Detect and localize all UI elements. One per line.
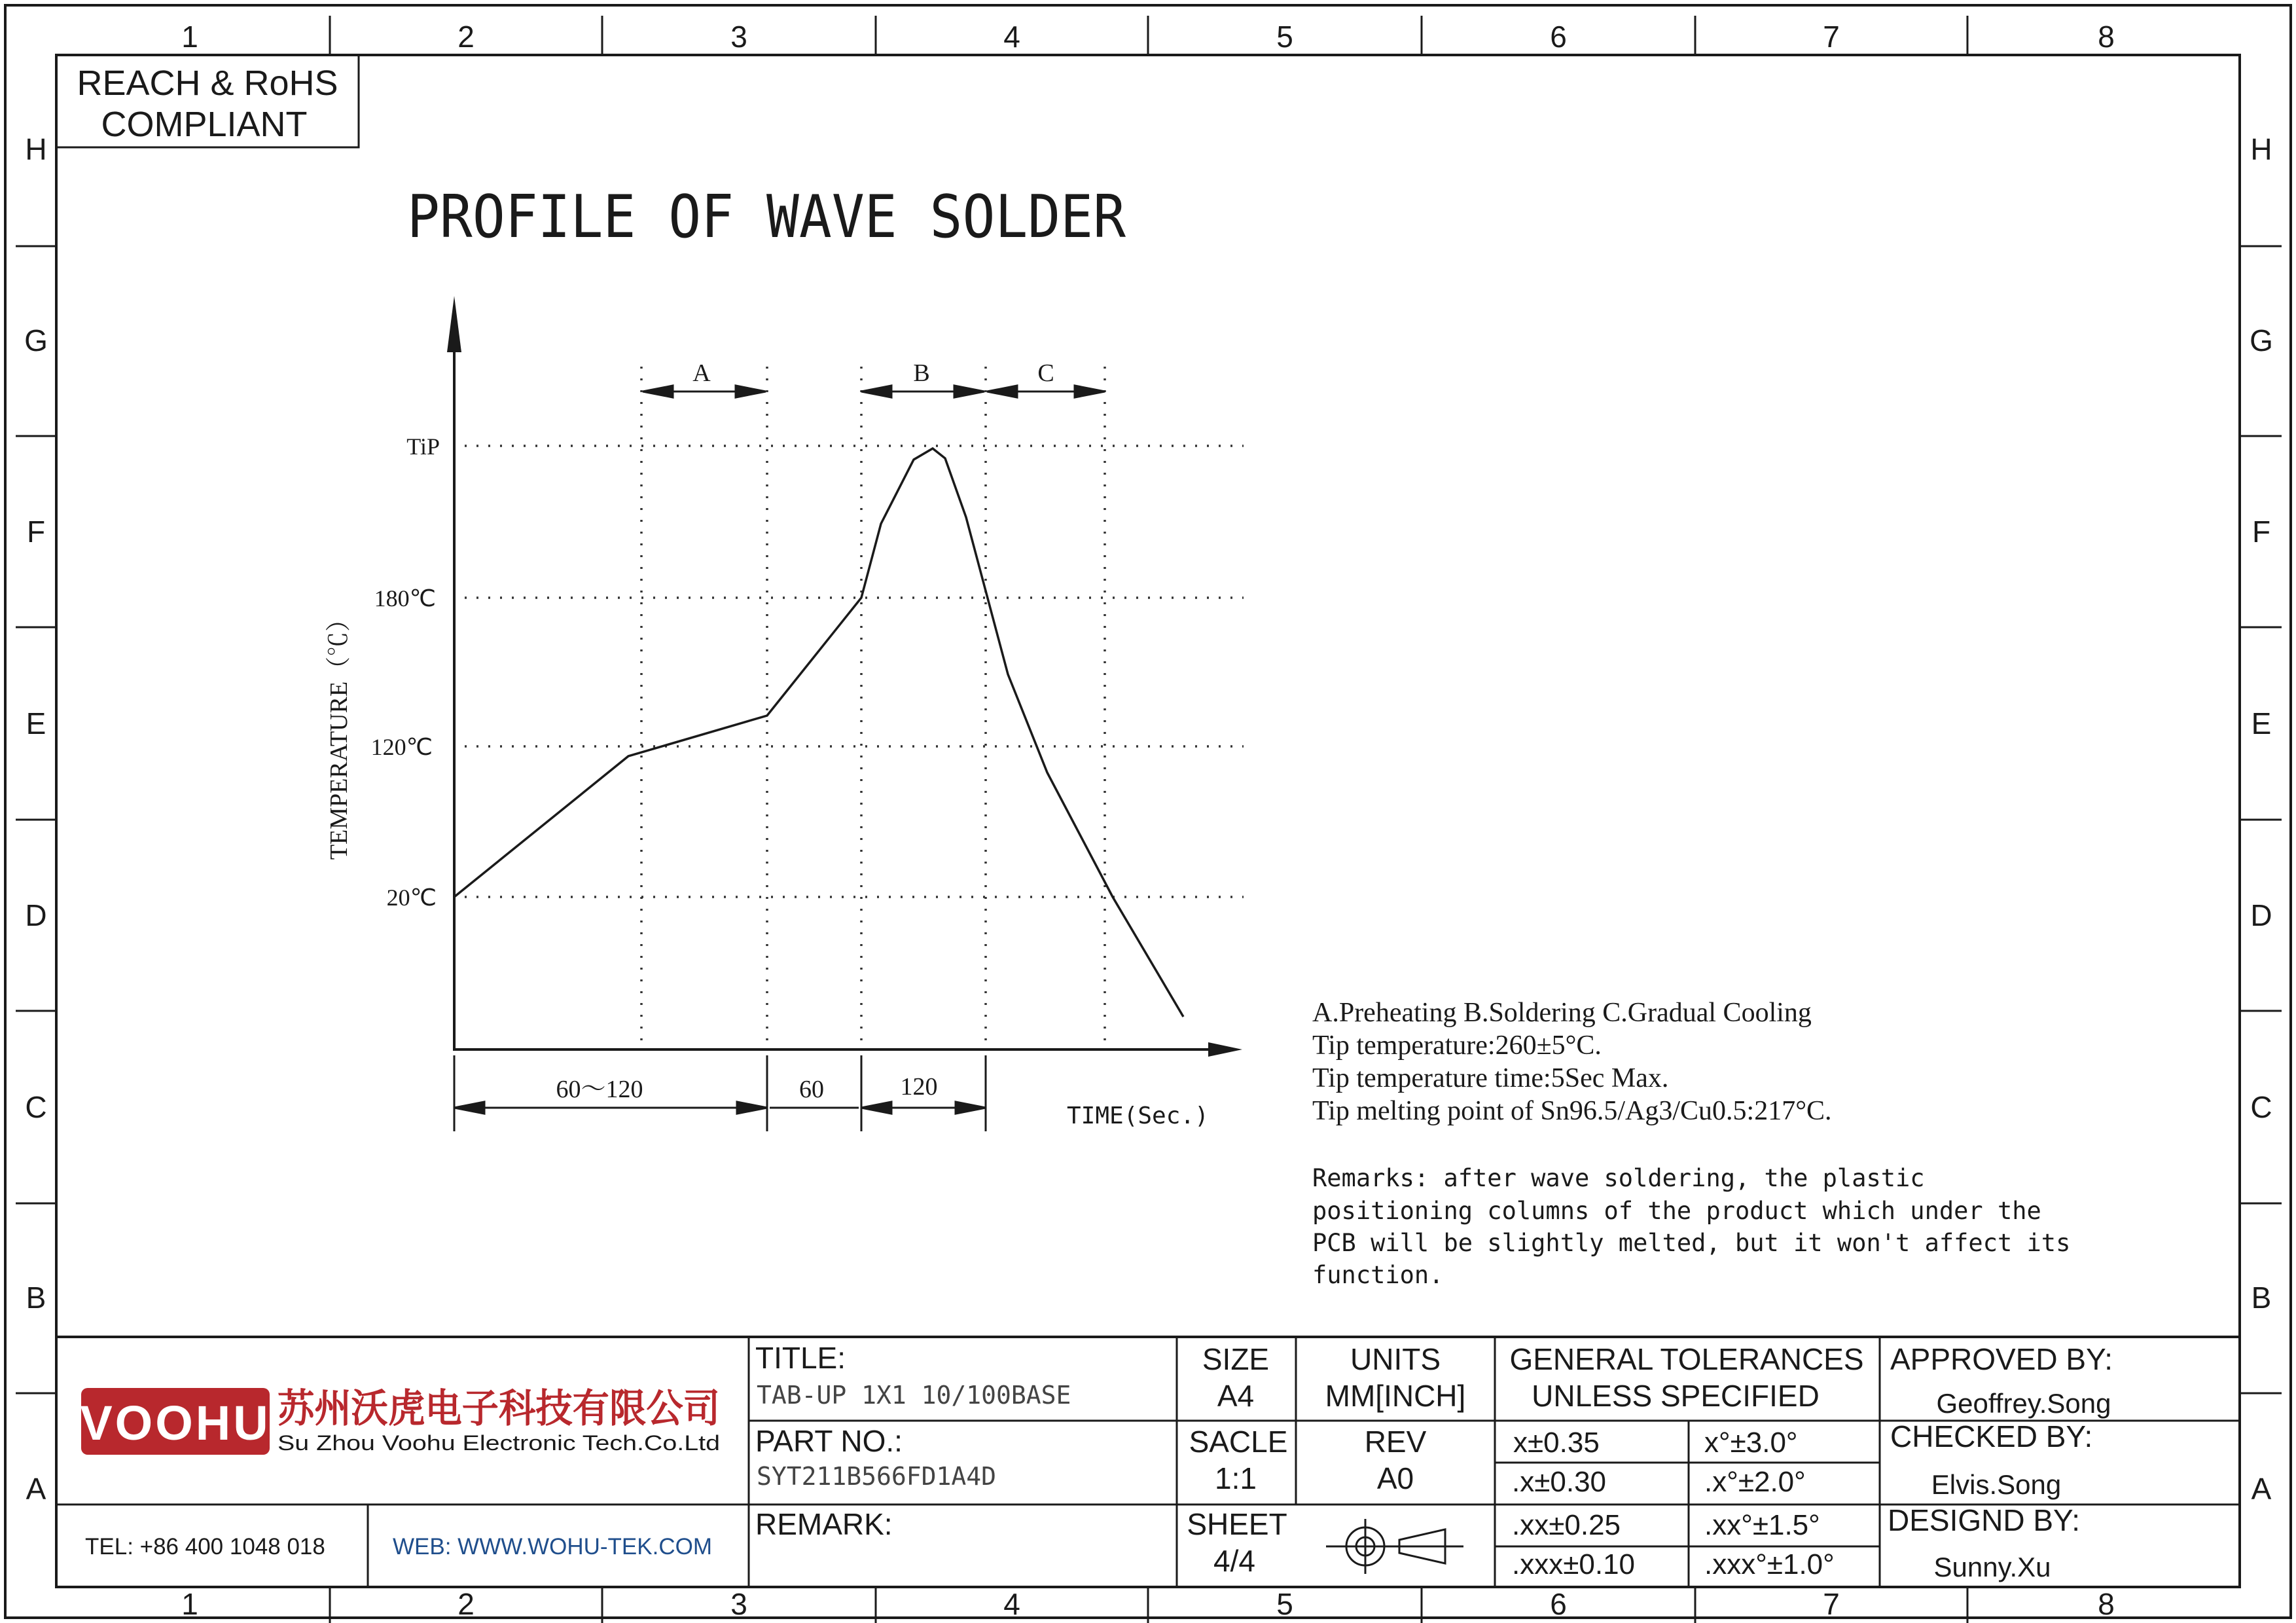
col-label-3: 3 — [730, 20, 747, 54]
part-label: PART NO.: — [755, 1424, 903, 1458]
title-block — [56, 1337, 2240, 1587]
y-tick-20: 20℃ — [386, 884, 437, 911]
row-label-c-right: C — [2250, 1090, 2272, 1124]
tolerance-linear-2: .xx±0.25 — [1512, 1509, 1621, 1541]
col-label-7: 7 — [1823, 20, 1840, 54]
tel-text: TEL: +86 400 1048 018 — [85, 1534, 325, 1559]
remark-line-4: function. — [1312, 1261, 1444, 1289]
col-label-2: 2 — [457, 20, 475, 54]
zone-c-arrow-left — [987, 386, 1017, 397]
tolerance-angular-1: .x°±2.0° — [1704, 1466, 1806, 1498]
row-label-e: E — [26, 706, 46, 740]
col-label-8-bottom: 8 — [2098, 1587, 2115, 1621]
company-name-cn: 苏州沃虎电子科技有限公司 — [278, 1387, 720, 1431]
row-label-f-right: F — [2251, 515, 2271, 549]
y-tick-tip: TiP — [406, 433, 440, 460]
time-span-3-arrow-right — [956, 1102, 986, 1114]
tolerance-linear-1: .x±0.30 — [1512, 1466, 1607, 1498]
y-axis-label: TEMPERATURE（℃） — [325, 606, 353, 860]
tolerance-linear-3: .xxx±0.10 — [1512, 1548, 1636, 1580]
units-label: UNITS — [1350, 1342, 1441, 1376]
approved-value: Geoffrey.Song — [1936, 1388, 2111, 1419]
tolerance-linear-0: x±0.35 — [1513, 1427, 1600, 1459]
zone-a-arrow-right — [736, 386, 766, 397]
col-label-6-bottom: 6 — [1550, 1587, 1567, 1621]
row-label-a-right: A — [2251, 1472, 2272, 1506]
col-label-7-bottom: 7 — [1823, 1587, 1840, 1621]
row-label-b-right: B — [2251, 1281, 2272, 1315]
time-span-3-label: 120 — [900, 1073, 938, 1101]
zone-a-arrow-left — [643, 386, 673, 397]
time-span-2-label: 60 — [799, 1076, 824, 1103]
temperature-curve — [454, 448, 1183, 1017]
designed-label: DESIGND BY: — [1888, 1503, 2080, 1537]
remark-line-1: Remarks: after wave soldering, the plastic — [1312, 1164, 1925, 1192]
col-label-4: 4 — [1003, 20, 1020, 54]
row-label-e-right: E — [2251, 706, 2272, 740]
y-tick-180: 180℃ — [374, 585, 436, 611]
col-label-5-bottom: 5 — [1276, 1587, 1293, 1621]
tolerance-header-2: UNLESS SPECIFIED — [1532, 1379, 1820, 1413]
compliance-line-2: COMPLIANT — [101, 105, 308, 144]
solder-profile-chart — [325, 296, 1244, 1131]
row-label-f: F — [26, 515, 46, 549]
rev-value: A0 — [1376, 1461, 1414, 1495]
time-span-1-arrow-left — [454, 1102, 484, 1114]
units-value: MM[INCH] — [1325, 1379, 1466, 1413]
time-span-1-label: 60～120 — [556, 1076, 643, 1103]
row-label-d-right: D — [2250, 898, 2272, 932]
part-value: SYT211B566FD1A4D — [757, 1462, 997, 1491]
logo-text: VOOHU — [80, 1396, 271, 1450]
row-label-g-right: G — [2250, 323, 2273, 357]
remark-label: REMARK: — [755, 1507, 893, 1541]
size-value: A4 — [1217, 1379, 1255, 1413]
zone-b-arrow-left — [861, 386, 891, 397]
x-axis-arrow — [1208, 1042, 1242, 1057]
zone-ticks — [16, 16, 2282, 1623]
drawing-title: PROFILE OF WAVE SOLDER — [407, 183, 1126, 251]
row-label-a: A — [26, 1472, 46, 1506]
checked-value: Elvis.Song — [1931, 1469, 2062, 1500]
row-label-g: G — [24, 323, 48, 357]
row-label-h: H — [25, 132, 47, 166]
size-label: SIZE — [1202, 1342, 1270, 1376]
col-label-1: 1 — [181, 20, 198, 54]
col-label-5: 5 — [1276, 20, 1293, 54]
rev-label: REV — [1364, 1425, 1427, 1459]
scale-label: SACLE — [1189, 1425, 1288, 1459]
tolerance-angular-0: x°±3.0° — [1704, 1427, 1798, 1459]
title-label: TITLE: — [755, 1341, 846, 1375]
time-span-1-arrow-right — [737, 1102, 767, 1114]
approved-label: APPROVED BY: — [1890, 1342, 2113, 1376]
note-2: Tip temperature:260±5°C. — [1312, 1030, 1602, 1061]
row-label-h-right: H — [2250, 132, 2272, 166]
note-3: Tip temperature time:5Sec Max. — [1312, 1063, 1669, 1093]
y-tick-120: 120℃ — [370, 734, 433, 760]
compliance-line-1: REACH & RoHS — [77, 64, 338, 103]
col-label-4-bottom: 4 — [1003, 1587, 1020, 1621]
sheet-value: 4/4 — [1213, 1544, 1255, 1578]
col-label-6: 6 — [1550, 20, 1567, 54]
note-4: Tip melting point of Sn96.5/Ag3/Cu0.5:217°C. — [1312, 1096, 1832, 1126]
col-label-8: 8 — [2098, 20, 2115, 54]
col-label-1-bottom: 1 — [181, 1587, 198, 1621]
company-name-en: Su Zhou Voohu Electronic Tech.Co.Ltd — [278, 1431, 720, 1455]
checked-label: CHECKED BY: — [1890, 1419, 2093, 1453]
sheet-label: SHEET — [1187, 1507, 1287, 1541]
title-value: TAB-UP 1X1 10/100BASE — [757, 1381, 1071, 1410]
col-label-3-bottom: 3 — [730, 1587, 747, 1621]
zone-b-arrow-right — [954, 386, 984, 397]
row-label-d: D — [25, 898, 47, 932]
tolerance-angular-2: .xx°±1.5° — [1704, 1509, 1820, 1541]
remark-line-2: positioning columns of the product which under the — [1312, 1197, 2041, 1225]
scale-value: 1:1 — [1215, 1461, 1257, 1495]
time-span-3-arrow-left — [861, 1102, 891, 1114]
web-text: WEB: WWW.WOHU-TEK.COM — [393, 1534, 712, 1559]
tolerance-header-1: GENERAL TOLERANCES — [1509, 1342, 1864, 1376]
row-label-b: B — [26, 1281, 46, 1315]
y-axis-arrow — [447, 296, 461, 352]
zone-label-b: B — [913, 359, 930, 387]
projection-symbol-icon — [1326, 1519, 1463, 1574]
x-axis-label: TIME(Sec.) — [1067, 1103, 1209, 1129]
tolerance-angular-3: .xxx°±1.0° — [1704, 1548, 1835, 1580]
zone-c-arrow-right — [1075, 386, 1105, 397]
designed-value: Sunny.Xu — [1933, 1552, 2051, 1582]
col-label-2-bottom: 2 — [457, 1587, 475, 1621]
zone-label-c: C — [1037, 359, 1054, 387]
note-1: A.Preheating B.Soldering C.Gradual Cooling — [1312, 998, 1812, 1028]
remark-line-3: PCB will be slightly melted, but it won't affect its — [1312, 1229, 2071, 1257]
zone-label-a: A — [692, 359, 711, 387]
row-label-c: C — [25, 1090, 47, 1124]
